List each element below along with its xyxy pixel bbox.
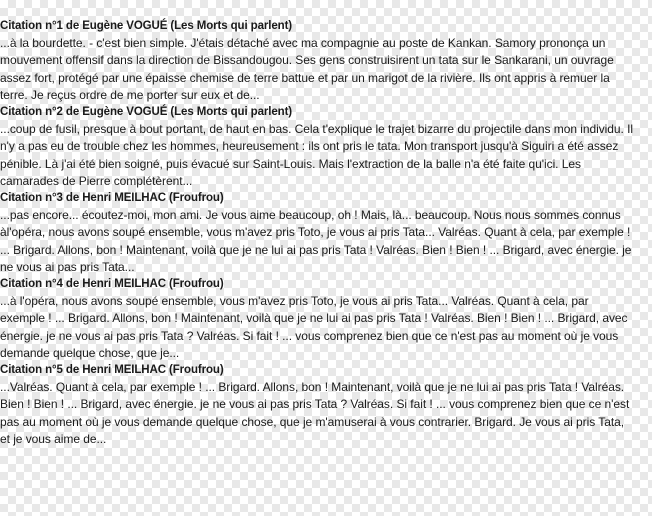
citation-text-line: ...à la bourdette. - c'est bien simple. J'étais détaché avec ma compagnie au poste de Kankan. Samory prononça un — [0, 36, 606, 51]
citation-text-line: pénible. Là j'ai été bien soigné, puis évacué sur Saint-Louis. Mais l'extraction de la balle n'a été faite qu'ici. Les — [0, 156, 581, 171]
citation-text-line: assez fort, protégé par une épaisse chemise de terre battue et par un marigot de la rivière. Ils ont appris à remuer la — [0, 70, 610, 85]
citation-title: Citation n°5 de Henri MEILHAC (Froufrou) — [0, 364, 224, 377]
citation-text-line: demande quelque chose, que je... — [0, 345, 180, 360]
citation-text-line: n'y a pas eu de trouble chez les hommes, heureusement : ils ont pris le tata. Mon transport jusqu'à Siguiri a été assez — [0, 139, 619, 154]
citation-4 — [0, 276, 648, 362]
citation-text-line: Bien ! Bien ! ... Brigard, avec énergie. je ne vous ai pas pris Tata ? Valréas. Si fait ! ... vous comprenez bien que ce n'est — [0, 397, 630, 412]
citation-3 — [0, 190, 648, 276]
citation-2 — [0, 104, 648, 190]
citation-text-line: et je vous aime de... — [0, 431, 107, 446]
citation-text-line: mouvement offensif dans la direction de Bissandougou. Ses gens construisirent un tata sur le Sankarani, un ouvrage — [0, 53, 614, 68]
citation-title: Citation n°2 de Eugène VOGUÉ (Les Morts qui parlent) — [0, 106, 293, 119]
citation-title: Citation n°4 de Henri MEILHAC (Froufrou) — [0, 278, 224, 291]
citation-title: Citation n°3 de Henri MEILHAC (Froufrou) — [0, 192, 224, 205]
citation-text-line: ne vous ai pas pris Tata... — [0, 259, 135, 274]
citation-text-line: ...coup de fusil, presque à bout portant, de haut en bas. Cela t'explique le trajet bizarre du projectile dans mon individu. Il — [0, 122, 633, 137]
citation-1 — [0, 18, 648, 104]
citation-text-line: ...pas encore... écoutez-moi, mon ami. Je vous aime beaucoup, oh ! Mais, là... beaucoup. Nous nous sommes connus — [0, 208, 621, 223]
citation-text-line: camarades de Pierre complétèrent... — [0, 173, 193, 188]
citation-5 — [0, 362, 648, 448]
citation-text-line: ... Brigard. Allons, bon ! Maintenant, voilà que je ne lui ai pas pris Tata ! Valréas. Bien ! Bien ! ... Brigard, avec énergie. je — [0, 242, 632, 257]
citation-text-line: ...à l'opéra, nous avons soupé ensemble, vous m'avez pris Toto, je vous ai pris Tata... Valréas. Quant à cela, par — [0, 294, 589, 309]
citation-text-line: àl'opéra, nous avons soupé ensemble, vous m'avez pris Toto, je vous ai pris Tata... Valréas. Quant à cela, par exemple ! — [0, 225, 631, 240]
citation-text-line: pas au moment où je vous demande quelque chose, que je m'amuserai à vous contrarier. Brigard. Je vous ai pris Tata, — [0, 414, 625, 429]
citation-text-line: énergie. je ne vous ai pas pris Tata ? Valréas. Si fait ! ... vous comprenez bien que ce n'est pas au moment où je vous — [0, 328, 619, 343]
citation-text-line: exemple ! ... Brigard. Allons, bon ! Maintenant, voilà que je ne lui ai pas pris Tata ! Valréas. Bien ! Bien ! ... Brigard, avec — [0, 311, 628, 326]
citation-text-line: ...Valréas. Quant à cela, par exemple ! ... Brigard. Allons, bon ! Maintenant, voilà que je ne lui ai pas pris Tata ! Valréas. — [0, 380, 625, 395]
citations-document — [0, 18, 648, 448]
citation-title: Citation n°1 de Eugène VOGUÉ (Les Morts qui parlent) — [0, 20, 293, 32]
citation-text-line: terre. Je reçus ordre de me porter sur eux et de... — [0, 87, 260, 102]
